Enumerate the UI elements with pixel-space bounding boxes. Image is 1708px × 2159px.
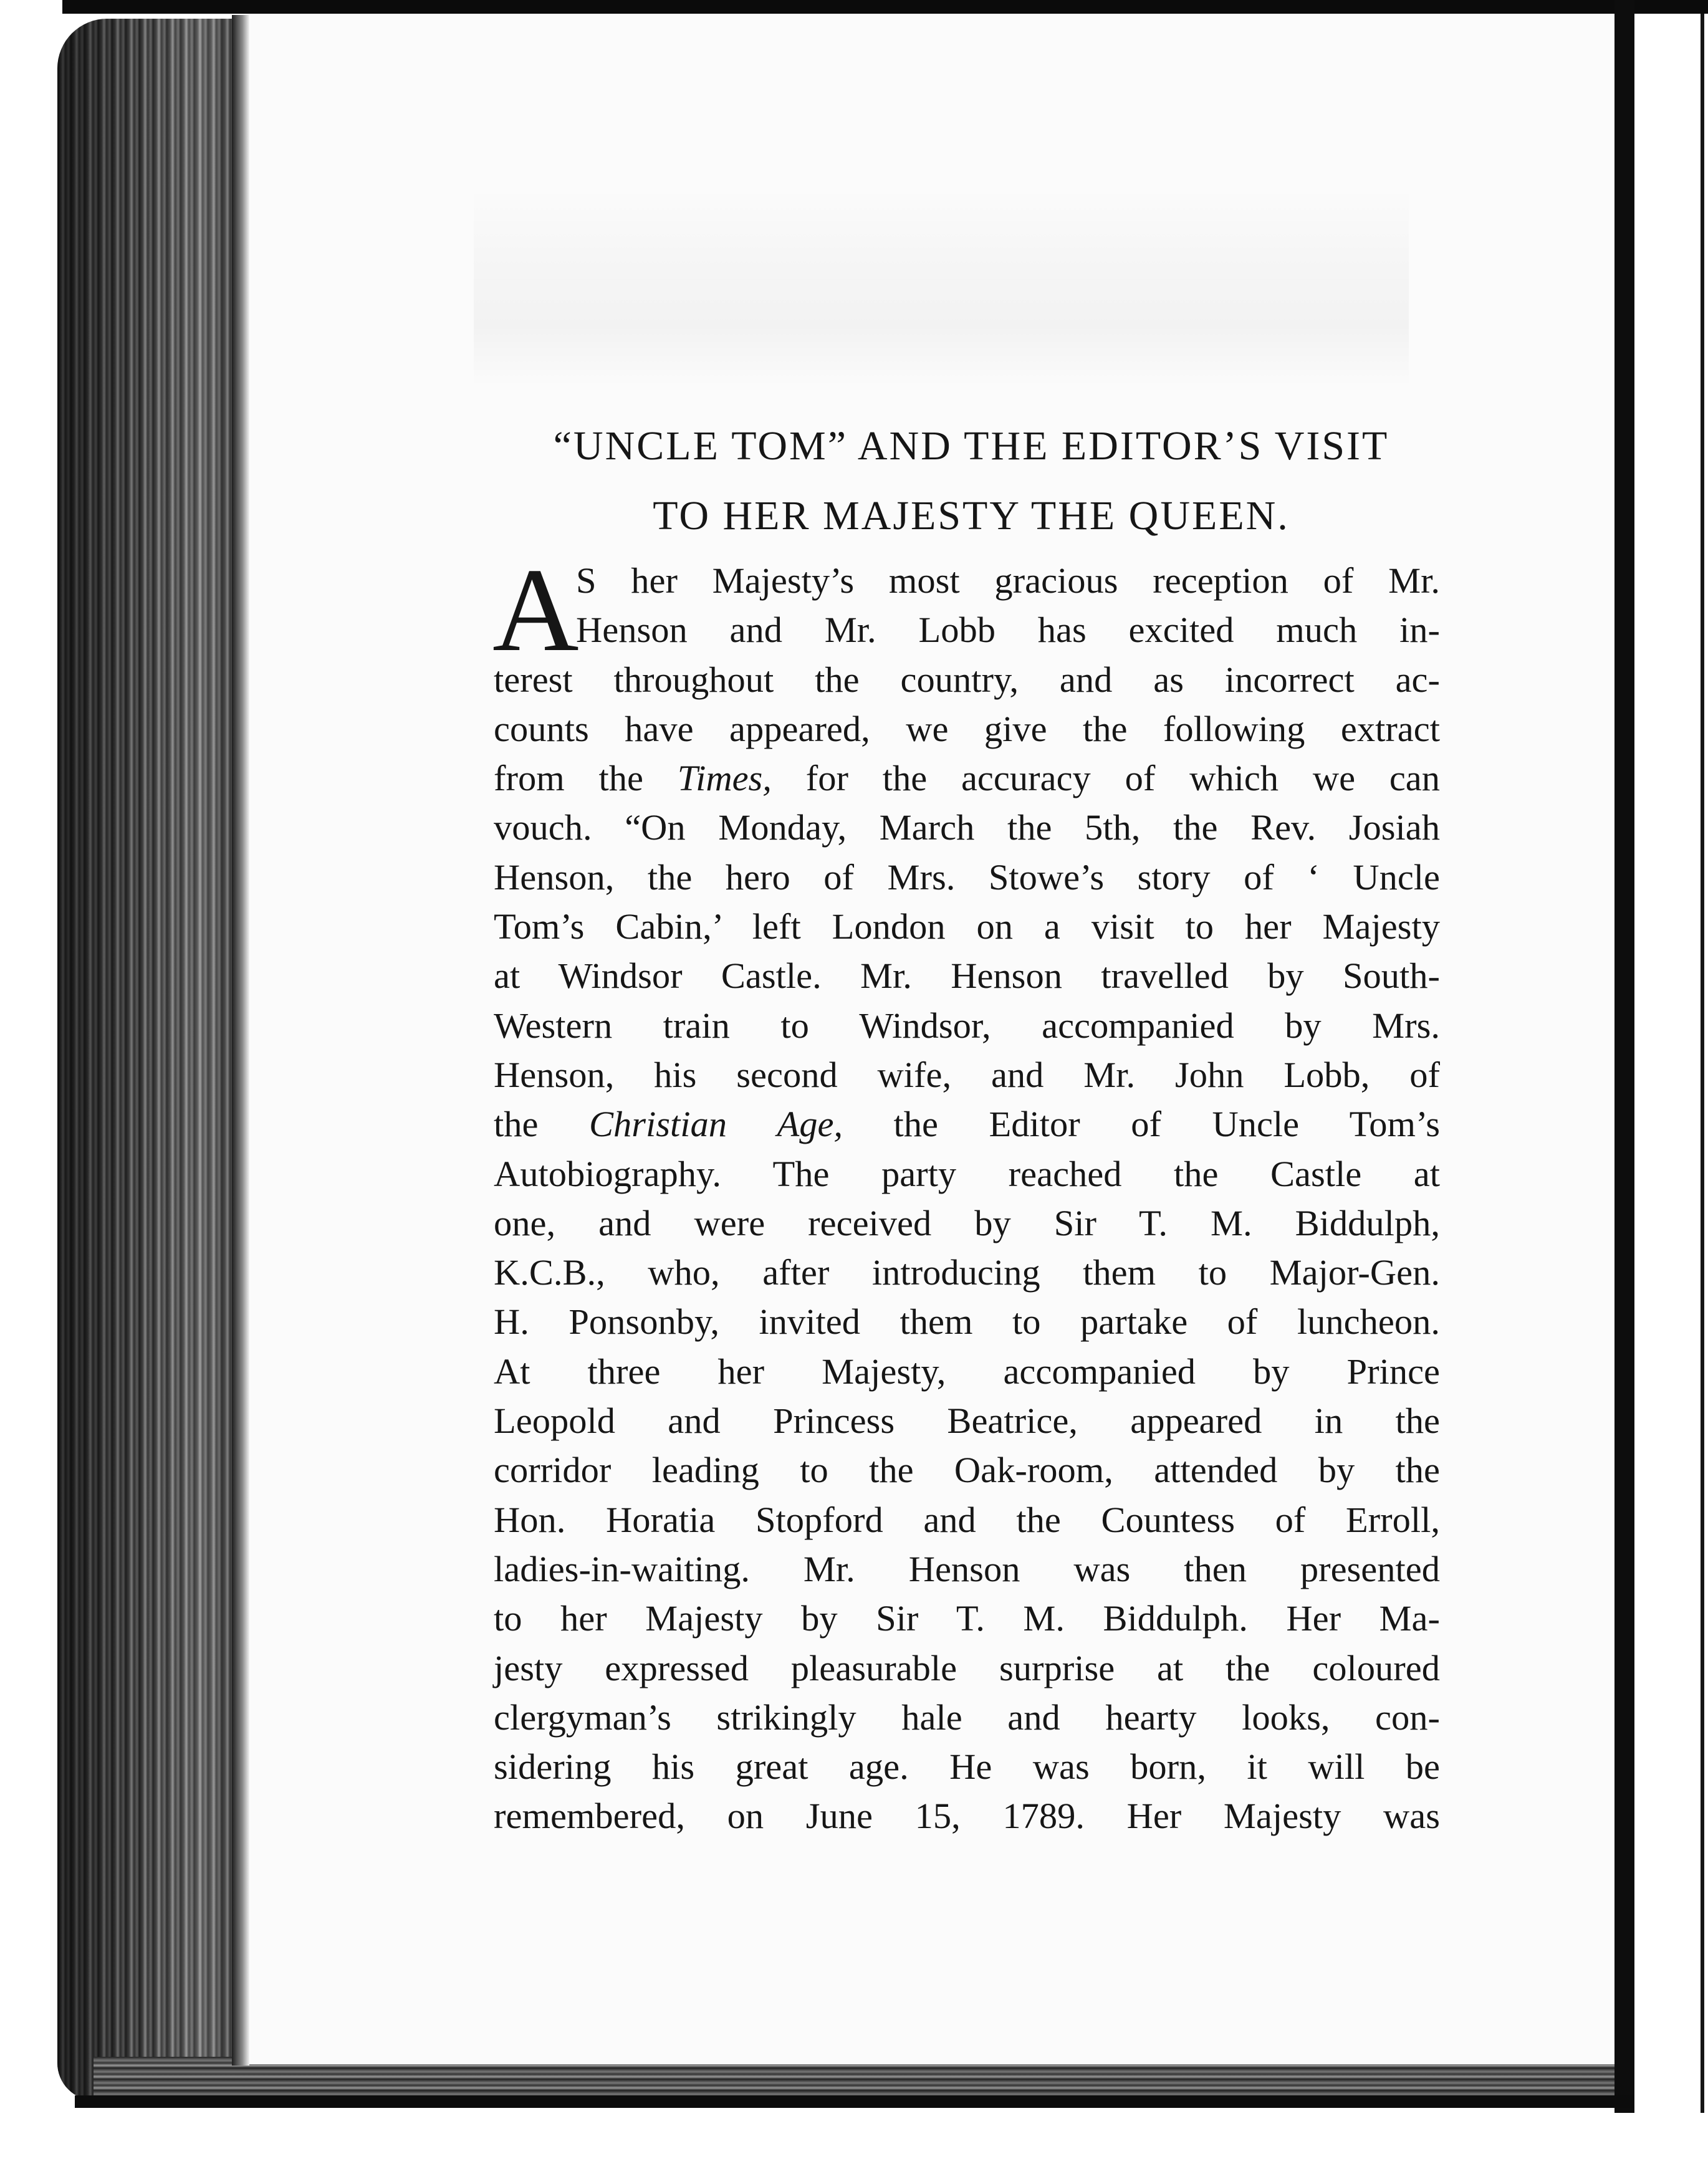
body-line: Hon. Horatia Stopford and the Countess of Erroll, <box>494 1499 1440 1540</box>
body-line: ladies-in-waiting. Mr. Henson was then presented <box>494 1548 1440 1589</box>
body-line: the Christian Age, the Editor of Uncle Tom’s <box>494 1104 1441 1145</box>
body-line: sidering his great age. He was born, it will be <box>494 1746 1440 1788</box>
scan-border-right <box>1701 14 1704 2113</box>
scan-margin-right <box>1634 14 1708 2113</box>
body-line: Autobiography. The party reached the Castle at <box>494 1153 1440 1194</box>
body-line: to her Majesty by Sir T. M. Biddulph. Her Ma- <box>494 1598 1440 1639</box>
body-line: from the Times, for the accuracy of which we can <box>494 758 1441 799</box>
body-line: clergyman’s strikingly hale and hearty looks, con- <box>494 1697 1440 1738</box>
italic-title: Christian Age, <box>588 1104 843 1145</box>
body-line: jesty expressed pleasurable surprise at the coloured <box>494 1647 1440 1688</box>
italic-title: Times, <box>677 758 772 799</box>
heading-line-2: TO HER MAJESTY THE QUEEN. <box>653 493 1290 539</box>
body-line: Western train to Windsor, accompanied by Mrs. <box>494 1005 1440 1046</box>
body-line: corridor leading to the Oak-room, attended by the <box>494 1450 1440 1491</box>
heading-line-1: “UNCLE TOM” AND THE EDITOR’S VISIT <box>553 423 1389 469</box>
body-line: terest throughout the country, and as incorrect ac- <box>494 659 1440 700</box>
body-line: vouch. “On Monday, March the 5th, the Rev. Josiah <box>494 807 1440 848</box>
body-line: Henson and Mr. Lobb has excited much in- <box>576 610 1440 651</box>
body-line: Tom’s Cabin,’ left London on a visit to her Majesty <box>494 906 1440 947</box>
body-line: Henson, his second wife, and Mr. John Lobb, of <box>494 1054 1440 1095</box>
book-fore-edge-shade <box>57 19 244 2100</box>
scan-border-bottom <box>75 2095 1633 2108</box>
body-line: at Windsor Castle. Mr. Henson travelled by South- <box>494 955 1440 997</box>
scan-border-top <box>62 0 1708 14</box>
drop-cap: A <box>492 543 579 676</box>
body-line: one, and were received by Sir T. M. Biddulph, <box>494 1202 1440 1243</box>
ink-bleed-through <box>474 187 1409 386</box>
body-line: counts have appeared, we give the following extract <box>494 708 1440 749</box>
page-curl-shadow <box>232 15 249 2066</box>
article-body <box>494 556 1440 1841</box>
page-right-edge <box>1614 0 1634 2113</box>
body-line: At three her Majesty, accompanied by Prince <box>494 1351 1440 1392</box>
body-line: K.C.B., who, after introducing them to Major-Gen. <box>494 1252 1440 1293</box>
body-line: remembered, on June 15, 1789. Her Majesty was <box>494 1796 1440 1837</box>
body-line: H. Ponsonby, invited them to partake of luncheon. <box>494 1301 1440 1343</box>
article-heading <box>491 411 1451 551</box>
body-line: S her Majesty’s most gracious reception of Mr. <box>576 560 1440 601</box>
body-line: Leopold and Princess Beatrice, appeared in the <box>494 1400 1440 1442</box>
body-line: Henson, the hero of Mrs. Stowe’s story of ‘ Uncle <box>494 856 1440 898</box>
